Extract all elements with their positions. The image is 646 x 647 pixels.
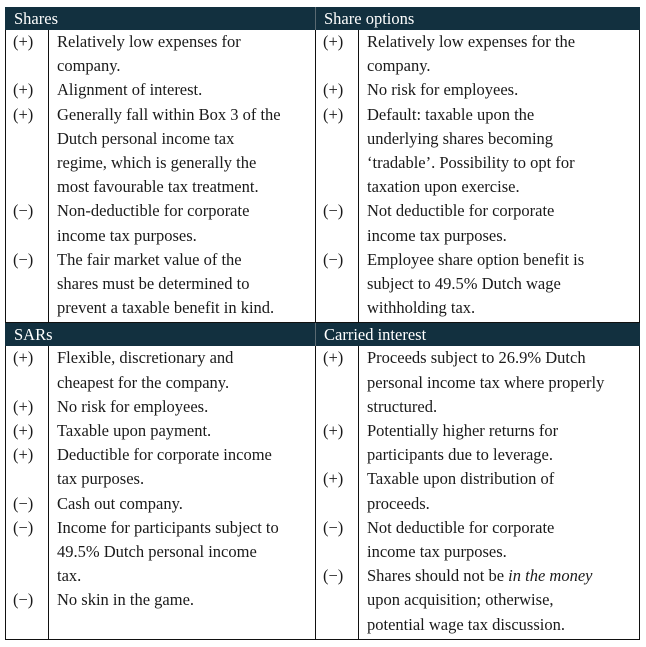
pro-item: [49, 103, 315, 200]
shares-signs: [6, 30, 49, 323]
item-line: subject to 49.5% Dutch wage: [367, 274, 561, 294]
item-line: No risk for employees.: [367, 80, 519, 100]
pro-sign-icon: (+): [13, 104, 34, 124]
item-line: Not deductible for corporate: [367, 517, 555, 537]
item-line: Non-deductible for corporate: [57, 201, 250, 221]
comparison-table: [5, 7, 640, 640]
item-line: Not deductible for corporate: [367, 201, 555, 221]
item-line: No risk for employees.: [57, 396, 209, 416]
item-line: potential wage tax discussion.: [367, 614, 565, 634]
con-sign-icon: (−): [13, 590, 34, 610]
con-item: [49, 248, 315, 321]
item-line: cheapest for the company.: [57, 372, 230, 392]
item-line: Shares should not be in the money: [367, 566, 593, 586]
pro-item: [359, 467, 639, 515]
item-line: Income for participants subject to: [57, 517, 279, 537]
section-header-sars: SARs: [6, 323, 316, 347]
pro-item: [49, 346, 315, 394]
item-line: income tax purposes.: [367, 542, 507, 562]
pro-item: [49, 395, 315, 419]
item-line: Cash out company.: [57, 493, 183, 513]
pro-sign-icon: (+): [323, 104, 344, 124]
pro-item: [359, 78, 639, 102]
pro-sign-icon: (+): [13, 396, 34, 416]
item-line: No skin in the game.: [57, 590, 195, 610]
body-row-top: [6, 30, 640, 323]
shares-items: [49, 30, 316, 323]
share-options-signs: [316, 30, 359, 323]
pro-item: [359, 30, 639, 78]
item-line: Alignment of interest.: [57, 80, 203, 100]
item-line: withholding tax.: [367, 298, 476, 318]
item-line: 49.5% Dutch personal income: [57, 542, 257, 562]
item-line: Taxable upon payment.: [57, 421, 212, 441]
sars-items: [49, 346, 316, 639]
pro-sign-icon: (+): [13, 421, 34, 441]
pro-sign-icon: (+): [323, 469, 344, 489]
item-line: Generally fall within Box 3 of the: [57, 104, 281, 124]
item-line: Potentially higher returns for: [367, 421, 559, 441]
item-line: company.: [367, 56, 431, 76]
item-line: personal income tax where properly: [367, 372, 605, 392]
con-sign-icon: (−): [323, 249, 344, 269]
con-sign-icon: (−): [13, 201, 34, 221]
pro-item: [49, 419, 315, 443]
share-options-items: [359, 30, 640, 323]
con-sign-icon: (−): [13, 493, 34, 513]
item-line: taxation upon exercise.: [367, 177, 520, 197]
item-line: Flexible, discretionary and: [57, 348, 234, 368]
item-line: shares must be determined to: [57, 274, 250, 294]
item-line: structured.: [367, 396, 438, 416]
con-item: [49, 199, 315, 247]
item-line: Deductible for corporate income: [57, 445, 272, 465]
item-line: tax purposes.: [57, 469, 145, 489]
carried-interest-items: [359, 346, 640, 639]
item-line: Default: taxable upon the: [367, 104, 535, 124]
con-sign-icon: (−): [323, 517, 344, 537]
con-sign-icon: (−): [13, 517, 34, 537]
item-line: income tax purposes.: [57, 225, 197, 245]
section-header-carried-interest: Carried interest: [316, 323, 640, 347]
item-line: regime, which is generally the: [57, 153, 257, 173]
item-line: tax.: [57, 566, 82, 586]
item-line: most favourable tax treatment.: [57, 177, 259, 197]
con-item: [359, 564, 639, 637]
pro-sign-icon: (+): [13, 445, 34, 465]
pro-item: [359, 419, 639, 467]
item-line: proceeds.: [367, 493, 430, 513]
header-row-bottom: [6, 323, 640, 347]
pro-sign-icon: (+): [13, 80, 34, 100]
con-sign-icon: (−): [13, 249, 34, 269]
item-line: income tax purposes.: [367, 225, 507, 245]
pro-sign-icon: (+): [323, 421, 344, 441]
pro-item: [359, 103, 639, 200]
pro-sign-icon: (+): [13, 32, 34, 51]
item-line: The fair market value of the: [57, 249, 242, 269]
pro-sign-icon: (+): [13, 348, 34, 368]
pro-item: [49, 78, 315, 102]
item-line: Employee share option benefit is: [367, 249, 585, 269]
item-line: participants due to leverage.: [367, 445, 554, 465]
con-item: [49, 516, 315, 589]
pro-item: [49, 443, 315, 491]
con-item: [49, 492, 315, 516]
item-line: ‘tradable’. Possibility to opt for: [367, 153, 575, 173]
con-sign-icon: (−): [323, 201, 344, 221]
pro-item: [359, 346, 639, 419]
item-line: Taxable upon distribution of: [367, 469, 555, 489]
section-header-shares: Shares: [6, 7, 316, 30]
item-line: underlying shares becoming: [367, 128, 554, 148]
item-line: company.: [57, 56, 121, 76]
carried-interest-signs: [316, 346, 359, 639]
pro-item: [49, 30, 315, 78]
pro-sign-icon: (+): [323, 80, 344, 100]
item-line: prevent a taxable benefit in kind.: [57, 298, 275, 318]
item-line: upon acquisition; otherwise,: [367, 590, 554, 610]
pro-sign-icon: (+): [323, 32, 344, 51]
con-item: [359, 516, 639, 564]
con-sign-icon: (−): [323, 566, 344, 586]
sars-signs: [6, 346, 49, 639]
pro-sign-icon: (+): [323, 348, 344, 368]
con-item: [359, 199, 639, 247]
con-item: [359, 248, 639, 321]
item-line: Relatively low expenses for: [57, 32, 241, 51]
item-line: Proceeds subject to 26.9% Dutch: [367, 348, 586, 368]
item-line: Relatively low expenses for the: [367, 32, 576, 51]
header-row-top: [6, 7, 640, 30]
item-line: Dutch personal income tax: [57, 128, 235, 148]
section-header-share-options: Share options: [316, 7, 640, 30]
body-row-bottom: [6, 346, 640, 639]
con-item: [49, 588, 315, 612]
